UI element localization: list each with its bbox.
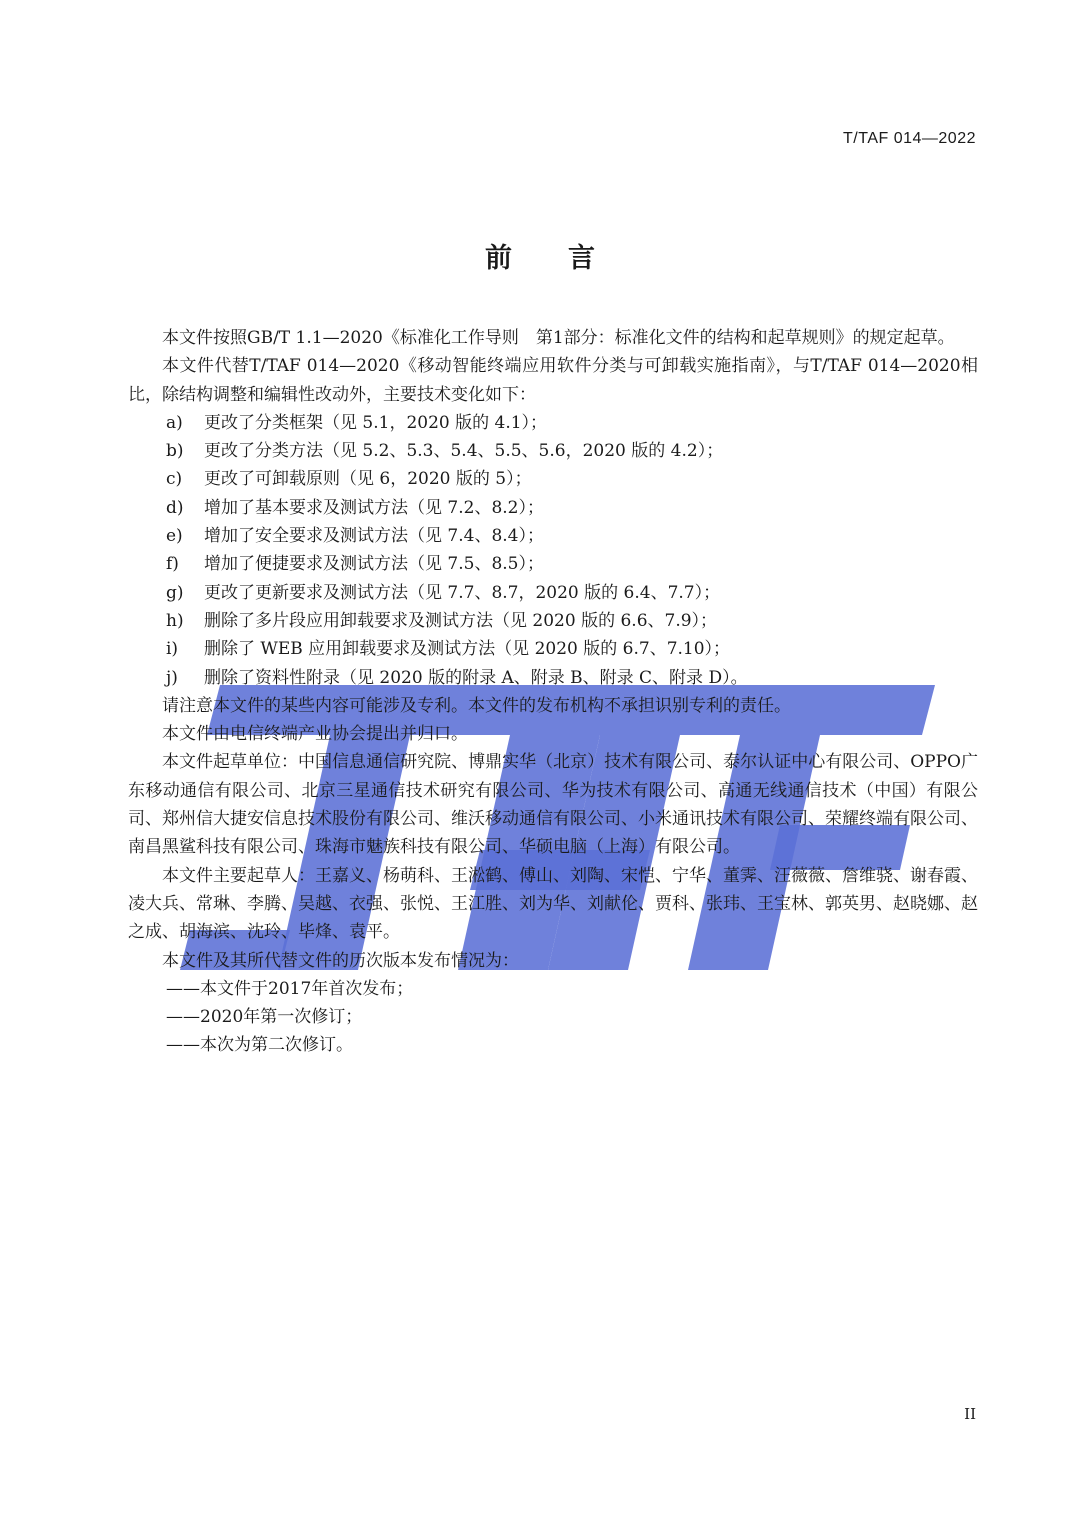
history-item: ——2020年第一次修订； [166,1007,363,1028]
list-item-text: 删除了多片段应用卸载要求及测试方法（见 2020 版的 6.6、7.9）； [204,610,718,631]
paragraph-drafters: 本文件主要起草人：王嘉义、杨萌科、王淞鹤、傅山、刘陶、宋恺、宁华、董霁、汪薇薇、詹维骁、谢春霞、凌大兵、常琳、李腾、吴越、衣强、张悦、王江胜、刘为华、刘献伦、贾科、张玮、王宝林、郭英男、赵晓娜、赵之成、胡海滨、沈玲、毕烽、袁平。 [128,865,978,943]
paragraph-replacement: 本文件代替T/TAF 014—2020《移动智能终端应用软件分类与可卸载实施指南》，与T/TAF 014—2020相比，除结构调整和编辑性改动外，主要技术变化如下： [128,356,978,405]
page-number: II [964,1405,976,1423]
changes-list [128,409,978,692]
list-item-text: 更改了分类框架（见 5.1，2020 版的 4.1）； [204,412,548,433]
list-marker: f) [166,554,179,575]
list-marker: c) [166,469,183,490]
history-item: ——本次为第二次修订。 [166,1035,353,1056]
paragraph-history-intro: 本文件及其所代替文件的历次版本发布情况为： [162,950,519,971]
list-marker: a) [166,412,183,433]
list-item [128,494,978,522]
list-item-text: 增加了便捷要求及测试方法（见 7.5、8.5）； [204,554,544,575]
list-item [128,607,978,635]
paragraph-drafting-rules: 本文件按照GB/T 1.1—2020《标准化工作导则 第1部分：标准化文件的结构和起草规则》的规定起草。 [162,328,955,348]
list-item [128,409,978,437]
list-item-text: 更改了可卸载原则（见 6，2020 版的 5）； [204,469,532,490]
list-item [128,522,978,550]
list-marker: e) [166,526,183,547]
list-item-text: 删除了资料性附录（见 2020 版的附录 A、附录 B、附录 C、附录 D）。 [204,667,748,688]
list-item-text: 增加了基本要求及测试方法（见 7.2、8.2）； [204,497,544,518]
list-item [128,465,978,493]
list-marker: g) [166,582,184,603]
page-title: 前言 [485,243,651,274]
list-item-text: 增加了安全要求及测试方法（见 7.4、8.4）； [204,526,544,547]
list-marker: b) [166,441,184,462]
list-item [128,635,978,663]
list-marker: j) [166,667,178,688]
list-marker: d) [166,497,184,518]
document-number: T/TAF 014—2022 [843,130,976,147]
list-item [128,437,978,465]
paragraph-patent-notice: 请注意本文件的某些内容可能涉及专利。本文件的发布机构不承担识别专利的责任。 [162,695,791,716]
list-item [128,579,978,607]
history-item: ——本文件于2017年首次发布； [166,978,414,999]
foreword-body [128,324,978,1060]
list-item-text: 更改了更新要求及测试方法（见 7.7、8.7，2020 版的 6.4、7.7）； [204,582,721,603]
list-item-text: 删除了 WEB 应用卸载要求及测试方法（见 2020 版的 6.7、7.10）； [204,639,731,660]
history-list [128,975,978,1060]
list-item-text: 更改了分类方法（见 5.2、5.3、5.4、5.5、5.6，2020 版的 4.2）； [204,441,724,462]
list-marker: i) [166,639,179,660]
paragraph-drafting-units: 本文件起草单位：中国信息通信研究院、博鼎实华（北京）技术有限公司、泰尔认证中心有限公司、OPPO广东移动通信有限公司、北京三星通信技术研究有限公司、华为技术有限公司、高通无线通信技术（中国）有限公司、郑州信大捷安信息技术股份有限公司、维沃移动通信有限公司、小米通讯技术有限公司、荣耀终端有限公司、南昌黑鲨科技有限公司、珠海市魅族科技有限公司、华硕电脑（上海）有限公司。 [128,752,978,858]
list-item [128,550,978,578]
list-marker: h) [166,610,184,631]
list-item [128,664,978,692]
paragraph-proposer: 本文件由电信终端产业协会提出并归口。 [162,724,468,745]
